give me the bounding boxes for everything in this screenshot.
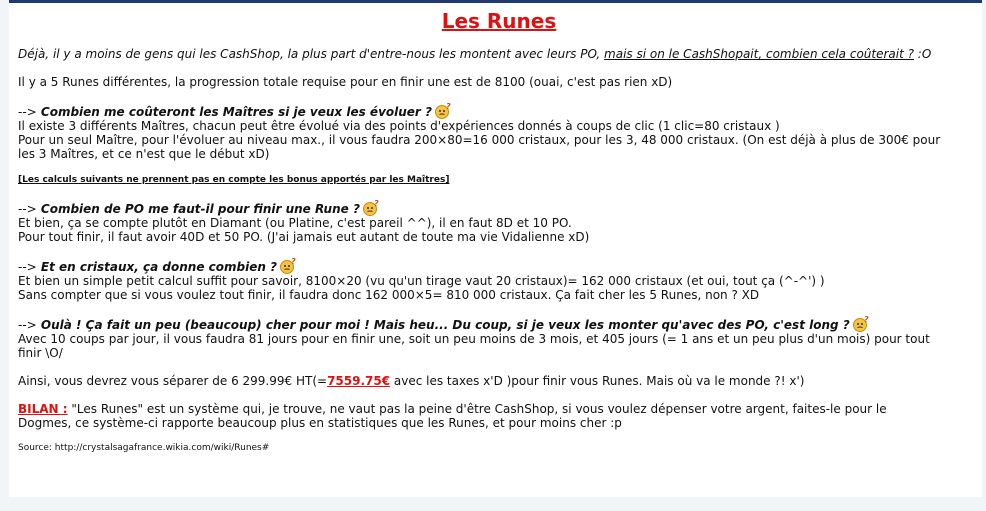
source-link[interactable]: Source: http://crystalsagafrance.wikia.com/wiki/Runes#: [18, 443, 270, 453]
section-masters-line: Il existe 3 différents Maîtres, chacun peut être évolué via des points d'expériences donnés à coups de clic (1 clic=80 cristaux ): [18, 119, 780, 133]
section-duration: [18, 316, 980, 360]
arrow: -->: [18, 105, 37, 119]
bilan-line: [18, 402, 980, 416]
svg-text:?: ?: [445, 103, 451, 111]
intro-text: Déjà, il y a moins de gens qui les CashShop, la plus part d'entre-nous les montent avec leurs PO,: [18, 47, 605, 61]
right-border: [982, 0, 986, 511]
section-po-question: [18, 200, 980, 216]
section-duration-line: finir \O/: [18, 346, 63, 360]
bilan-line: Dogmes, ce système-ci rapporte beaucoup plus en statistiques que les Runes, et pour moins cher :p: [18, 416, 622, 430]
thinking-smiley-icon: [279, 258, 297, 274]
question-text: Combien de PO me faut-il pour finir une Rune ?: [36, 202, 360, 216]
bottom-border: [0, 497, 986, 511]
bilan-text: "Les Runes" est un système qui, je trouve, ne vaut pas la peine d'être CashShop, si vous voulez dépenser votre argent, faites-le pour le: [67, 402, 887, 416]
runes-count-paragraph: Il y a 5 Runes différentes, la progression totale requise pour en finir une est de 8100 (ouai, c'est pas rien xD): [18, 75, 673, 89]
question-text: Et en cristaux, ça donne combien ?: [36, 260, 278, 274]
section-po: [18, 200, 980, 244]
total-paragraph: [18, 374, 980, 388]
section-crystals-question: [18, 258, 980, 274]
svg-text:?: ?: [291, 258, 296, 266]
question-text: Combien me coûteront les Maîtres si je veux les évoluer ?: [36, 105, 432, 119]
bilan-label: BILAN :: [18, 402, 68, 416]
intro-underlined: mais si on le CashShopait, combien cela coûterait ?: [604, 47, 914, 61]
svg-text:?: ?: [373, 200, 379, 208]
section-masters: [18, 103, 980, 161]
arrow: -->: [18, 318, 37, 332]
total-before: Ainsi, vous devrez vous séparer de 6 299.99€ HT(=: [18, 374, 328, 388]
arrow: -->: [18, 202, 37, 216]
section-crystals-line: Sans compter que si vous voulez tout finir, il faudra donc 162 000×5= 810 000 cristaux. Ça fait cher les 5 Runes, non ? XD: [18, 288, 760, 302]
section-crystals-line: Et bien un simple petit calcul suffit pour savoir, 8100×20 (vu qu'un tirage vaut 20 cristaux)= 162 000 cristaux (et oui, tout ça (^-^') ): [18, 274, 825, 288]
thinking-smiley-icon: [852, 316, 870, 332]
top-border: [0, 0, 986, 3]
section-duration-question: [18, 316, 980, 332]
question-text: Oulà ! Ça fait un peu (beaucoup) cher pour moi ! Mais heu... Du coup, si je veux les monter qu'avec des PO, c'est long ?: [36, 318, 850, 332]
intro-paragraph: [18, 47, 980, 61]
arrow: -->: [18, 260, 37, 274]
left-border: [0, 0, 9, 511]
section-crystals: [18, 258, 980, 302]
section-masters-line: les 3 Maîtres, et ce n'est que le début xD): [18, 147, 270, 161]
calc-note: [Les calculs suivants ne prennent pas en compte les bonus apportés par les Maîtres]: [18, 175, 450, 185]
section-po-line: Pour tout finir, il faut avoir 40D et 50 PO. (J'ai jamais eut autant de toute ma vie Vidalienne xD): [18, 230, 590, 244]
section-duration-line: Avec 10 coups par jour, il vous faudra 81 jours pour en finir une, soit un peu moins de 3 mois, et 405 jours (= 1 ans et un peu plus d'un mois) pour tout: [18, 332, 930, 346]
section-po-line: Et bien, ça se compte plutôt en Diamant (ou Platine, c'est pareil ^^), il en faut 8D et 10 PO.: [18, 216, 572, 230]
thinking-smiley-icon: [434, 103, 452, 119]
post-content: [18, 6, 980, 454]
total-amount: 7559.75€: [327, 374, 391, 388]
svg-text:?: ?: [863, 316, 869, 324]
intro-tail: :O: [913, 47, 932, 61]
section-masters-question: [18, 103, 980, 119]
page-title: Les Runes: [441, 9, 557, 33]
section-masters-line: Pour un seul Maître, pour l'évoluer au niveau max., il vous faudra 200×80=16 000 cristaux, pour les 3, 48 000 cristaux. (On est déjà à plus de 300€ pour: [18, 133, 941, 147]
thinking-smiley-icon: [362, 200, 380, 216]
total-after: avec les taxes x'D )pour finir vous Runes. Mais où va le monde ?! x'): [390, 374, 805, 388]
bilan-paragraph: [18, 402, 980, 430]
